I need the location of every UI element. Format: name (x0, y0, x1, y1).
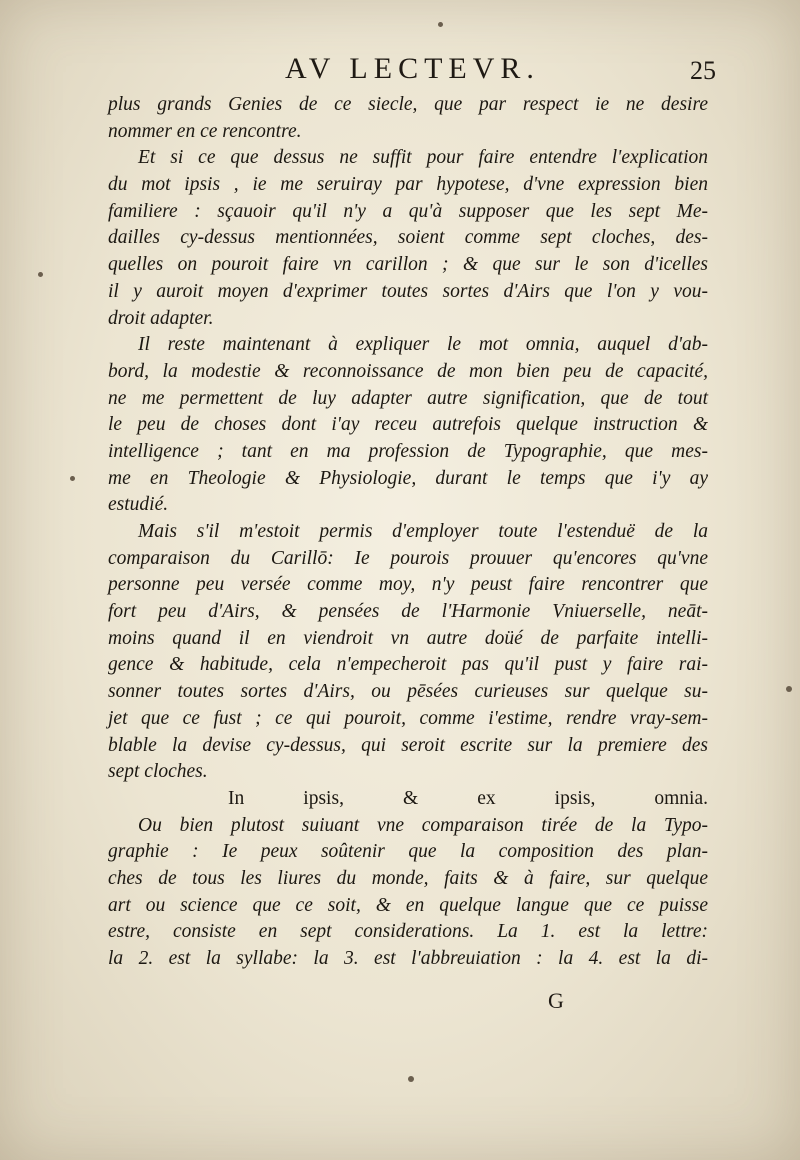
text-line: intelligence ; tant en ma profession de Typographie, que mes- (108, 440, 708, 462)
signature-mark: G (548, 988, 564, 1013)
text-line: le peu de choses dont i'ay receu autrefois quelque instruction & (108, 414, 708, 436)
text-line: familiere : sçauoir qu'il n'y a qu'à supposer que les sept Me- (108, 200, 708, 222)
text-line: ches de tous les liures du monde, faits & à faire, sur quelque (108, 867, 708, 889)
text-line: du mot ipsis , ie me seruiray par hypotese, d'vne expression bien (108, 174, 708, 196)
text-line: Mais s'il m'estoit permis d'employer toute l'estenduë de la (138, 521, 708, 542)
text-line: Il reste maintenant à expliquer le mot omnia, auquel d'ab- (138, 334, 708, 356)
text-line: sonner toutes sortes d'Airs, ou pēsées curieuses sur quelque su- (108, 681, 708, 703)
text-line: comparaison du Carillō: Ie pourois prouuer qu'encores qu'vne (108, 547, 708, 569)
text-line: estudié. (108, 494, 169, 516)
paper-speck (408, 1076, 414, 1082)
text-line: la 2. est la syllabe: la 3. est l'abbreuiation : la 4. est la di- (108, 948, 708, 969)
paper-speck (786, 686, 792, 692)
running-head-title: AV LECTEVR. (285, 52, 540, 85)
text-line: quelles on pouroit faire vn carillon ; & que sur le son d'icelles (108, 254, 708, 276)
running-head (0, 52, 800, 92)
text-line: fort peu d'Airs, & pensées de l'Harmonie Vniuerselle, neāt- (108, 601, 708, 623)
motto-line: In ipsis, & ex ipsis, omnia. (228, 787, 708, 809)
text-line: art ou science que ce soit, & en quelque langue que ce puisse (108, 894, 708, 916)
text-line: dailles cy-dessus mentionnées, soient comme sept cloches, des- (108, 227, 708, 249)
text-line: droit adapter. (108, 307, 214, 329)
text-line: gence & habitude, cela n'empecheroit pas qu'il pust y faire rai- (108, 654, 708, 676)
paper-speck (438, 22, 443, 27)
text-line: Ou bien plutost suiuant vne comparaison tirée de la Typo- (138, 814, 708, 836)
text-line: ne me permettent de luy adapter autre signification, que de tout (108, 387, 708, 409)
text-line: personne peu versée comme moy, n'y peust faire rencontrer que (108, 574, 708, 596)
body-text (108, 92, 708, 973)
paper-speck (38, 272, 43, 277)
paper-speck (70, 476, 75, 481)
page-number: 25 (690, 56, 716, 85)
text-line: plus grands Genies de ce siecle, que par respect ie ne desire (108, 94, 708, 115)
text-line: me en Theologie & Physiologie, durant le temps que i'y ay (108, 467, 708, 489)
text-line: estre, consiste en sept considerations. La 1. est la lettre: (108, 921, 708, 943)
text-line: Et si ce que dessus ne suffit pour faire entendre l'explication (138, 147, 708, 169)
text-line: nommer en ce rencontre. (108, 120, 302, 142)
text-line: bord, la modestie & reconnoissance de mon bien peu de capacité, (108, 360, 708, 382)
text-line: blable la devise cy-dessus, qui seroit escrite sur la premiere des (108, 734, 708, 756)
text-line: jet que ce fust ; ce qui pouroit, comme i'estime, rendre vray-sem- (108, 707, 708, 729)
text-line: il y auroit moyen d'exprimer toutes sortes d'Airs que l'on y vou- (108, 280, 708, 302)
text-line: graphie : Ie peux soûtenir que la composition des plan- (108, 841, 708, 863)
text-line: sept cloches. (108, 761, 208, 783)
text-line: moins quand il en viendroit vn autre doüé de parfaite intelli- (108, 627, 708, 649)
